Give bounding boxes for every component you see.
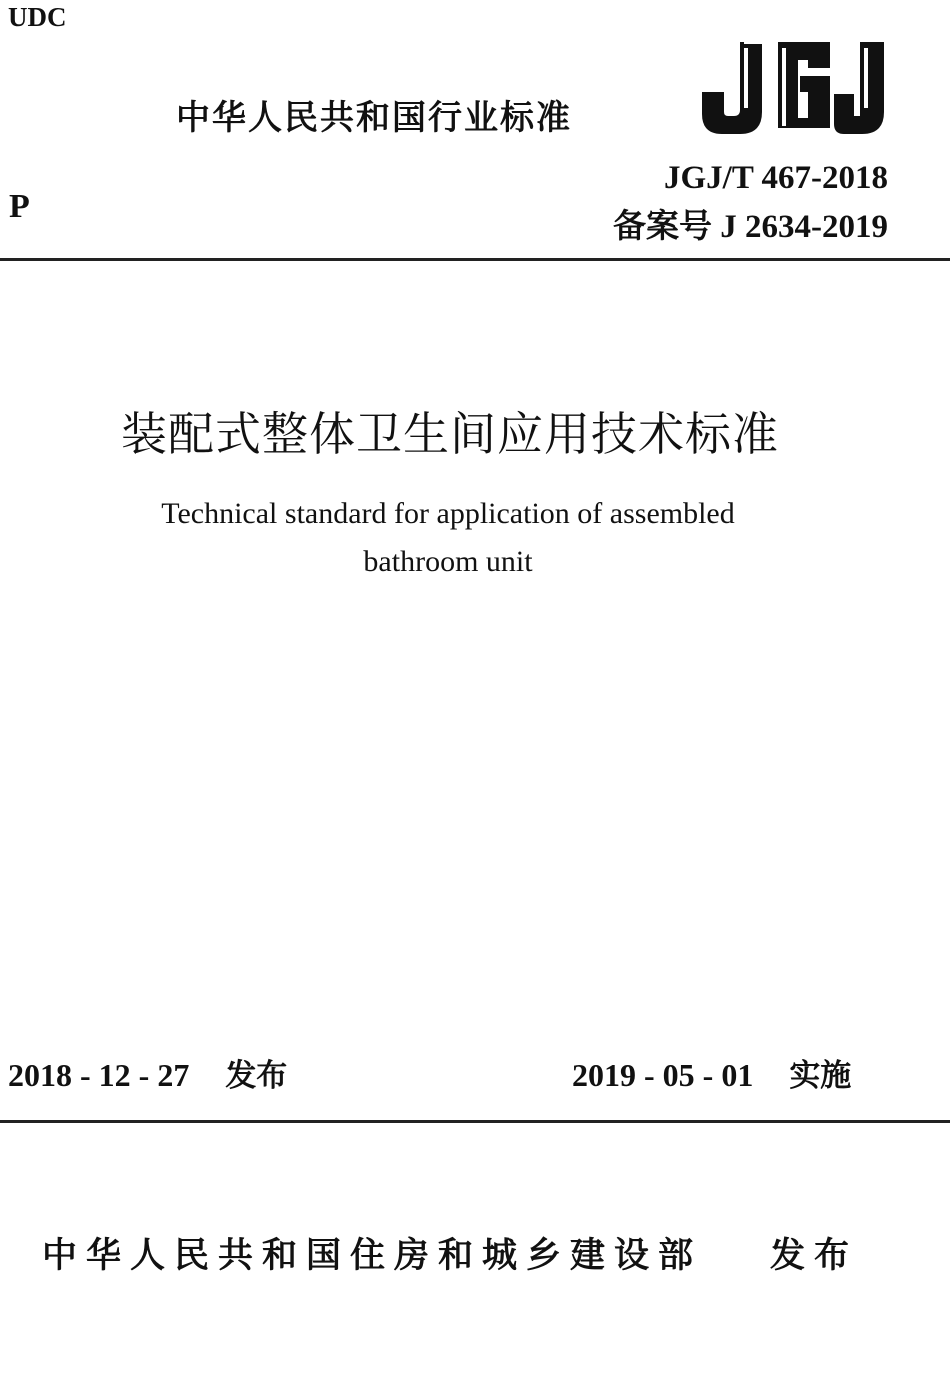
standard-code: JGJ/T 467-2018 bbox=[664, 160, 888, 196]
record-number: 备案号 J 2634-2019 bbox=[613, 209, 888, 245]
effective-date: 2019 - 05 - 01 bbox=[572, 1057, 754, 1093]
english-title bbox=[0, 490, 896, 586]
udc-label: UDC bbox=[8, 2, 67, 32]
jgj-logo bbox=[700, 24, 900, 142]
standard-series-title: 中华人民共和国行业标准 bbox=[176, 98, 572, 138]
effective-date-block bbox=[572, 1050, 851, 1095]
issue-date: 2018 - 12 - 27 bbox=[8, 1057, 190, 1093]
jgj-logo-graphic bbox=[700, 24, 900, 142]
english-title-line-1: Technical standard for application of assembled bbox=[161, 497, 735, 530]
english-title-line-2: bathroom unit bbox=[363, 545, 533, 578]
issue-date-block bbox=[8, 1050, 287, 1095]
classification-letter: P bbox=[9, 188, 30, 225]
publish-label: 发布 bbox=[770, 1236, 859, 1276]
effective-label: 实施 bbox=[789, 1058, 852, 1094]
issue-label: 发布 bbox=[225, 1058, 288, 1094]
publisher-name: 中华人民共和国住房和城乡建设部 bbox=[42, 1236, 703, 1276]
top-divider bbox=[0, 258, 950, 261]
chinese-title: 装配式整体卫生间应用技术标准 bbox=[121, 407, 779, 461]
bottom-divider bbox=[0, 1120, 950, 1123]
